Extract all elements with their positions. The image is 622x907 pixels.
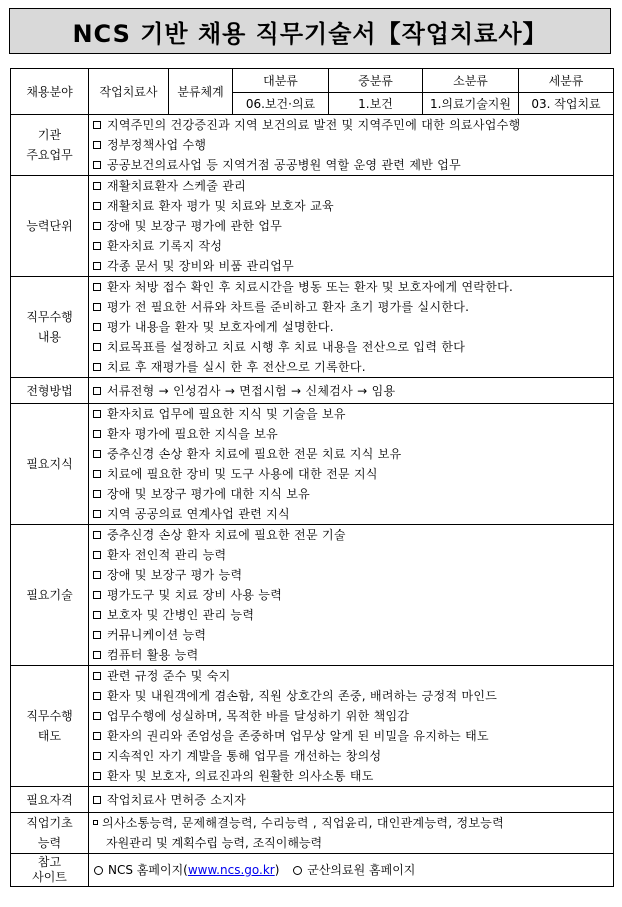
bullet-icon — [93, 820, 98, 825]
major-category-header: 대분류 — [233, 69, 329, 93]
competency-units-list — [89, 176, 614, 277]
field-value: 작업치료사 — [89, 69, 169, 115]
checkbox-icon — [93, 672, 101, 680]
ncs-website-link[interactable]: www.ncs.go.kr — [187, 863, 275, 877]
checkbox-icon — [93, 363, 101, 371]
checkbox-icon — [93, 611, 101, 619]
list-item: 지속적인 자기 계발을 통해 업무를 개선하는 창의성 — [92, 746, 610, 766]
list-item: 컴퓨터 활용 능력 — [92, 645, 610, 665]
checkbox-icon — [93, 712, 101, 720]
list-item: 환자 처방 접수 확인 후 치료시간을 병동 또는 환자 및 보호자에게 연락한다. — [92, 277, 610, 297]
checkbox-icon — [93, 262, 101, 270]
duties-label: 직무수행 내용 — [11, 277, 89, 378]
circle-bullet-icon — [94, 866, 103, 875]
middle-category-value: 1.보건 — [329, 93, 423, 115]
attitude-list — [89, 666, 614, 787]
checkbox-icon — [93, 470, 101, 478]
list-item: 평가 내용을 환자 및 보호자에게 설명한다. — [92, 317, 610, 337]
attitude-label: 직무수행 태도 — [11, 666, 89, 787]
list-item: 환자 전인적 관리 능력 — [92, 545, 610, 565]
system-label: 분류체계 — [169, 69, 233, 115]
list-item: 관련 규정 준수 및 숙지 — [92, 666, 610, 686]
list-item: 장애 및 보장구 평가에 대한 지식 보유 — [92, 484, 610, 504]
circle-bullet-icon — [293, 866, 302, 875]
checkbox-icon — [93, 772, 101, 780]
checkbox-icon — [93, 571, 101, 579]
duties-list — [89, 277, 614, 378]
mission-label: 기관 주요업무 — [11, 115, 89, 176]
list-item: 평가 전 필요한 서류와 차트를 준비하고 환자 초기 평가를 실시한다. — [92, 297, 610, 317]
checkbox-icon — [93, 510, 101, 518]
checkbox-icon — [93, 651, 101, 659]
competency-units-label: 능력단위 — [11, 176, 89, 277]
list-item: 보호자 및 간병인 관리 능력 — [92, 605, 610, 625]
list-item: 장애 및 보장구 평가 능력 — [92, 565, 610, 585]
selection-label: 전형방법 — [11, 378, 89, 404]
checkbox-icon — [93, 410, 101, 418]
qualification-label: 필요자격 — [11, 787, 89, 813]
checkbox-icon — [93, 551, 101, 559]
list-item: 치료에 필요한 장비 및 도구 사용에 대한 전문 지식 — [92, 464, 610, 484]
checkbox-icon — [93, 531, 101, 539]
checkbox-icon — [93, 450, 101, 458]
checkbox-icon — [93, 752, 101, 760]
minor-category-header: 소분류 — [423, 69, 519, 93]
list-item: 환자 및 내원객에게 겸손함, 직원 상호간의 존중, 배려하는 긍정적 마인드 — [92, 686, 610, 706]
checkbox-icon — [93, 222, 101, 230]
list-item: 환자치료 업무에 필요한 지식 및 기술을 보유 — [92, 404, 610, 424]
references-list: NCS 홈페이지(www.ncs.go.kr) 군산의료원 홈페이지 — [89, 854, 614, 887]
checkbox-icon — [93, 631, 101, 639]
references-label: 참고 사이트 — [11, 854, 89, 887]
checkbox-icon — [93, 283, 101, 291]
list-item: 각종 문서 및 장비와 비품 관리업무 — [92, 256, 610, 276]
minor-category-value: 1.의료기술지원 — [423, 93, 519, 115]
list-item: 지역 공공의료 연계사업 관련 지식 — [92, 504, 610, 524]
checkbox-icon — [93, 343, 101, 351]
list-item: 공공보건의료사업 등 지역거점 공공병원 역할 운영 관련 제반 업무 — [92, 155, 610, 175]
list-item: 환자치료 기록지 작성 — [92, 236, 610, 256]
list-item: 치료 후 재평가를 실시 한 후 전산으로 기록한다. — [92, 357, 610, 377]
mission-list — [89, 115, 614, 176]
list-item: 커뮤니케이션 능력 — [92, 625, 610, 645]
skills-list — [89, 525, 614, 666]
hospital-website-text: 군산의료원 홈페이지 — [307, 863, 416, 877]
checkbox-icon — [93, 242, 101, 250]
checkbox-icon — [93, 161, 101, 169]
checkbox-icon — [93, 732, 101, 740]
checkbox-icon — [93, 323, 101, 331]
list-item: 중추신경 손상 환자 치료에 필요한 전문 기술 — [92, 525, 610, 545]
detail-category-value: 03. 작업치료 — [519, 93, 614, 115]
basic-skills-text: 의사소통능력, 문제해결능력, 수리능력 , 직업윤리, 대인관계능력, 정보능력 자원관리 및 계획수립 능력, 조직이해능력 — [89, 813, 614, 854]
document-title: NCS 기반 채용 직무기술서【작업치료사】 — [9, 8, 611, 54]
list-item: 업무수행에 성실하며, 목적한 바를 달성하기 위한 책임감 — [92, 706, 610, 726]
checkbox-icon — [93, 121, 101, 129]
checkbox-icon — [93, 303, 101, 311]
field-label: 채용분야 — [11, 69, 89, 115]
list-item: 환자 및 보호자, 의료진과의 원활한 의사소통 태도 — [92, 766, 610, 786]
skills-label: 필요기술 — [11, 525, 89, 666]
checkbox-icon — [93, 430, 101, 438]
qualification-text: 작업치료사 면허증 소지자 — [89, 787, 614, 813]
checkbox-icon — [93, 141, 101, 149]
checkbox-icon — [93, 591, 101, 599]
basic-skills-label: 직업기초 능력 — [11, 813, 89, 854]
list-item: 환자의 권리와 존엄성을 존중하며 업무상 알게 된 비밀을 유지하는 태도 — [92, 726, 610, 746]
list-item: 장애 및 보장구 평가에 관한 업무 — [92, 216, 610, 236]
knowledge-label: 필요지식 — [11, 404, 89, 525]
detail-category-header: 세분류 — [519, 69, 614, 93]
list-item: 평가도구 및 치료 장비 사용 능력 — [92, 585, 610, 605]
selection-process: 서류전형 → 인성검사 → 면접시험 → 신체검사 → 임용 — [89, 378, 614, 404]
major-category-value: 06.보건·의료 — [233, 93, 329, 115]
list-item: 환자 평가에 필요한 지식을 보유 — [92, 424, 610, 444]
list-item: 치료목표를 설정하고 치료 시행 후 치료 내용을 전산으로 입력 한다 — [92, 337, 610, 357]
checkbox-icon — [93, 490, 101, 498]
list-item: 재활치료 환자 평가 및 치료와 보호자 교육 — [92, 196, 610, 216]
list-item: 정부정책사업 수행 — [92, 135, 610, 155]
job-description-table — [10, 68, 614, 887]
checkbox-icon — [93, 692, 101, 700]
checkbox-icon — [93, 387, 101, 395]
checkbox-icon — [93, 796, 101, 804]
checkbox-icon — [93, 202, 101, 210]
knowledge-list — [89, 404, 614, 525]
list-item: 재활치료환자 스케줄 관리 — [92, 176, 610, 196]
middle-category-header: 중분류 — [329, 69, 423, 93]
list-item: 지역주민의 건강증진과 지역 보건의료 발전 및 지역주민에 대한 의료사업수행 — [92, 115, 610, 135]
list-item: 중추신경 손상 환자 치료에 필요한 전문 치료 지식 보유 — [92, 444, 610, 464]
checkbox-icon — [93, 182, 101, 190]
